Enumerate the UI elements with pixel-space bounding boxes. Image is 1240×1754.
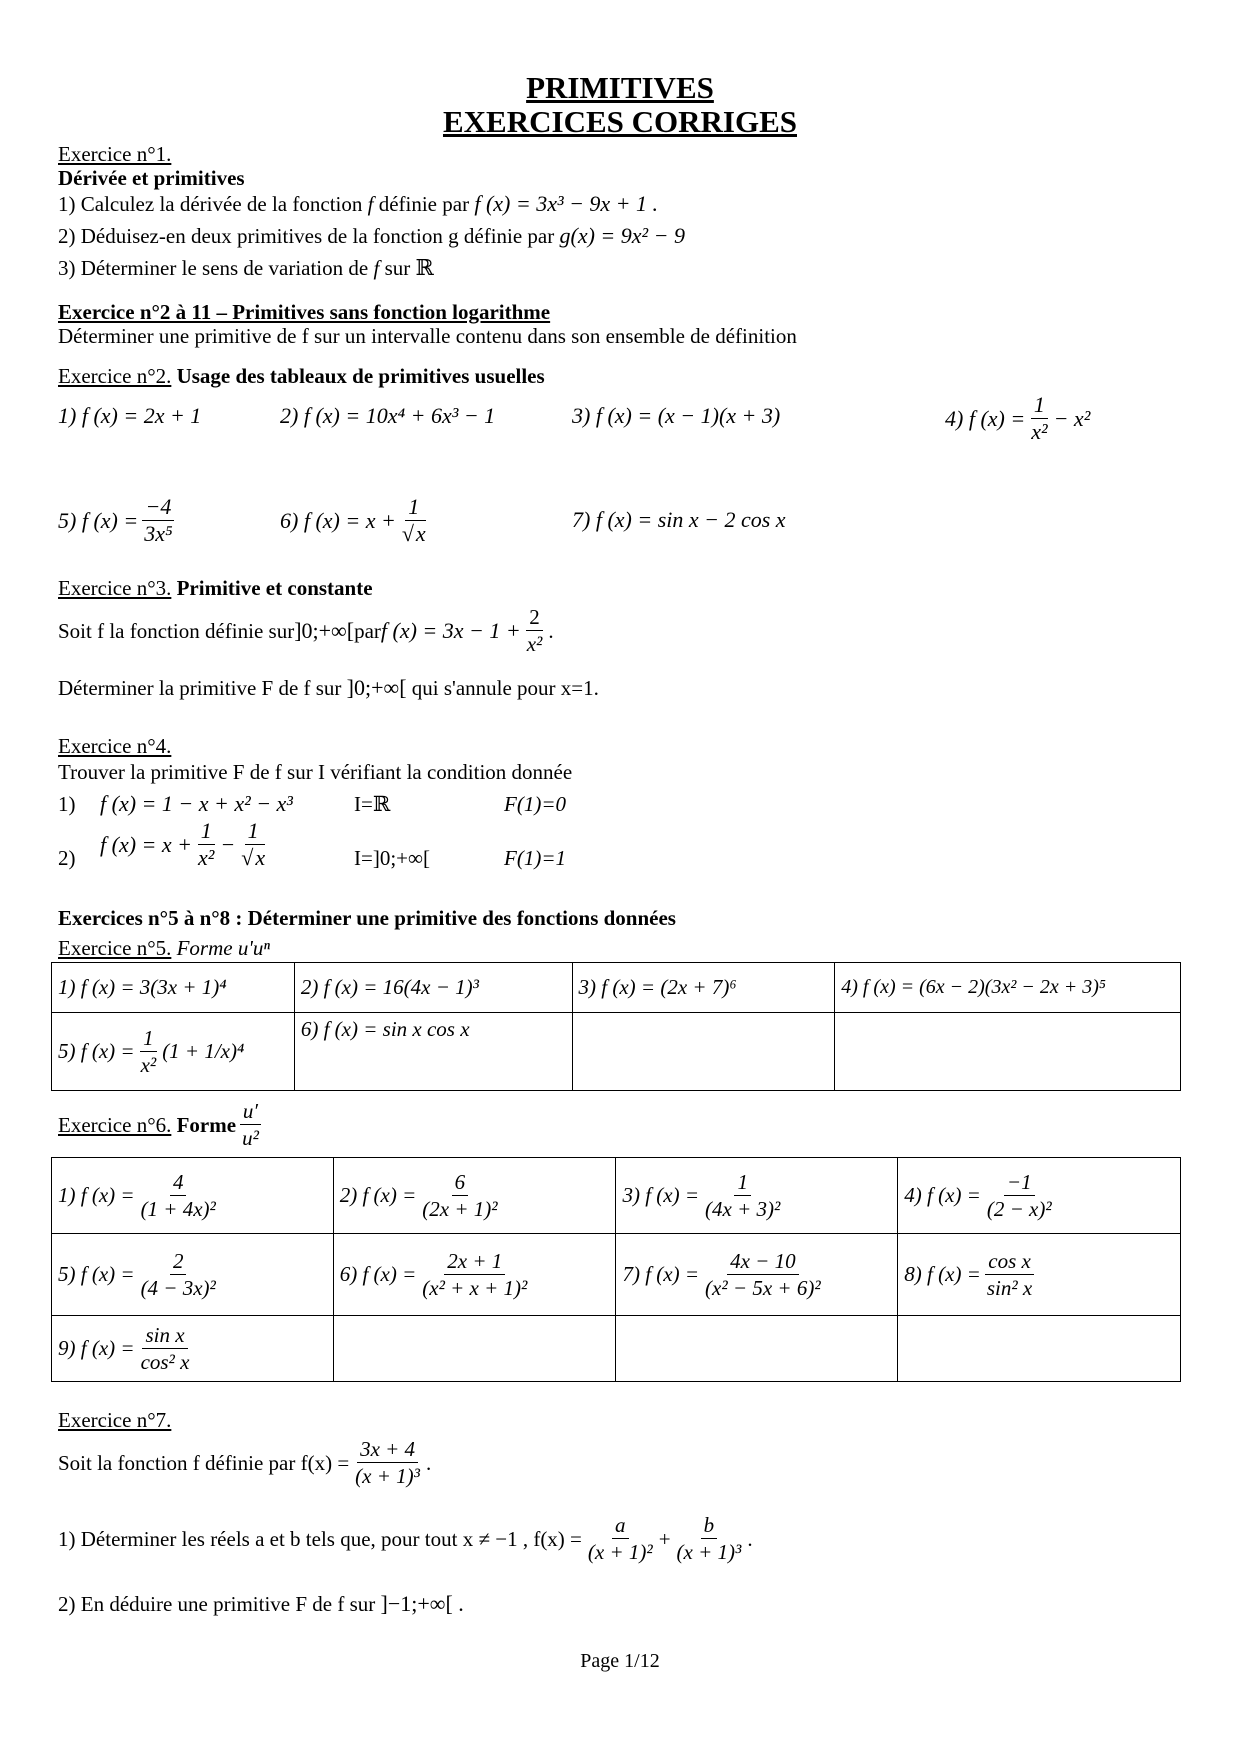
- ex6-cell-4-den: (2 − x)²: [986, 1197, 1052, 1221]
- ex1-q1-text2: définie par: [373, 192, 475, 216]
- ex1-q3-text2: sur: [379, 256, 416, 280]
- ex7-q2-text: 2) En déduire une primitive F de f sur: [58, 1592, 381, 1616]
- ex7-q1-den2: (x + 1)³: [676, 1540, 742, 1564]
- ex6-cell-2-num: 6: [452, 1169, 469, 1196]
- ex4-r2-num: 2): [58, 846, 76, 870]
- ex7-q1-num2: b: [701, 1512, 718, 1539]
- ex1-q3: [58, 256, 434, 280]
- ex1-q1-math: f (x) = 3x³ − 9x + 1 .: [474, 191, 659, 216]
- ex6-cell-empty-1: [333, 1316, 616, 1382]
- ex1-q3-text: 3) Déterminer le sens de variation de: [58, 256, 374, 280]
- ex1-q2-text: 2) Déduisez-en deux primitives de la fonction g définie par: [58, 224, 560, 248]
- ex5-cell-1: 1) f (x) = 3(3x + 1)⁴: [52, 963, 295, 1013]
- ex4-r2-f1-den: x²: [198, 845, 215, 870]
- title-line2: EXERCICES CORRIGES: [442, 104, 797, 139]
- ex6-heading: Exercice n°6.: [58, 1112, 172, 1137]
- ex6-cell-3: [616, 1158, 898, 1234]
- ex6-cell-8: [898, 1234, 1181, 1316]
- ex6-cell-6-label: 6) f (x) =: [339, 1262, 417, 1286]
- ex3-frac-num: 2: [526, 604, 543, 631]
- ex2-item-4-den: x²: [1031, 419, 1048, 444]
- ex6-cell-8-num: cos x: [985, 1248, 1034, 1275]
- ex6-subtitle: Forme: [176, 1112, 237, 1137]
- ex6-cell-7: [616, 1234, 898, 1316]
- ex5-cell-5-tail: (1 + 1/x)⁴: [162, 1039, 245, 1063]
- ex5-cell-6: 6) f (x) = sin x cos x: [294, 1013, 572, 1091]
- ex2-item-5-num: −4: [142, 494, 174, 521]
- ex2-item-4-num: 1: [1031, 392, 1048, 419]
- ex5-cell-2: 2) f (x) = 16(4x − 1)³: [294, 963, 572, 1013]
- ex6-cell-2-label: 2) f (x) =: [339, 1183, 417, 1207]
- ex2-item-2: 2) f (x) = 10x⁴ + 6x³ − 1: [280, 403, 496, 428]
- ex2-item-5-den: 3x⁵: [144, 521, 173, 546]
- ex6-cell-8-label: 8) f (x) =: [904, 1262, 981, 1286]
- ex5-table: [51, 962, 1181, 1091]
- ex1-q1-f: f: [367, 192, 374, 216]
- ex7-line1: Soit la fonction f définie par f(x) = $\frac{3x + 4}{\text{(x + 1)³}}$ .: [58, 1437, 432, 1488]
- ex4-r2-f-label: f (x) = x +: [100, 831, 192, 857]
- ex6-cell-7-num: 4x − 10: [727, 1248, 799, 1275]
- ex3-heading-line: [58, 576, 373, 600]
- ex4-text: Trouver la primitive F de f sur I vérifiant la condition donnée: [58, 760, 573, 784]
- ex2-item-5: [58, 494, 179, 547]
- ex6-cell-9-label: 9) f (x) =: [58, 1336, 135, 1360]
- ex6-cell-1-num: 4: [170, 1169, 187, 1196]
- ex2-subtitle: Usage des tableaux de primitives usuelles: [176, 364, 545, 388]
- ex5-cell-5-num: 1: [140, 1025, 157, 1052]
- ex2-item-6-num: 1: [405, 494, 422, 521]
- ex2-item-6-den: x: [415, 521, 426, 546]
- ex7-q1: 1) Déterminer les réels a et b tels que, pour tout x ≠ −1 , f(x) = $\frac{a}{\text{(x + 1)²}}$ + $\frac{b}{\text{(x + 1)³}}$ .: [58, 1513, 753, 1564]
- ex2-item-7: 7) f (x) = sin x − 2 cos x: [572, 507, 786, 532]
- ex7-l1-den: (x + 1)³: [355, 1464, 420, 1488]
- ex3-line1-math: f (x) = 3x − 1 +: [380, 617, 521, 643]
- ex2-item-1: 1) f (x) = 2x + 1: [58, 403, 202, 428]
- ex6-cell-3-label: 3) f (x) =: [622, 1183, 700, 1207]
- ex5-cell-3: 3) f (x) = (2x + 7)⁶: [572, 963, 835, 1013]
- page-number: Page 1/12: [580, 1650, 660, 1672]
- ex6-cell-1-den: (1 + 4x)²: [140, 1197, 216, 1221]
- ex6-cell-1-label: 1) f (x) =: [58, 1183, 135, 1207]
- ex5-subtitle: Forme u'uⁿ: [176, 936, 270, 960]
- ex6-cell-6-den: (x² + x + 1)²: [422, 1276, 528, 1300]
- ex6-cell-5: [52, 1234, 334, 1316]
- ex6-cell-4: [898, 1158, 1181, 1234]
- ex2-item-5-label: 5) f (x) =: [58, 507, 139, 533]
- ex6-cell-4-label: 4) f (x) =: [904, 1183, 981, 1207]
- ex7-q2: [58, 1592, 464, 1616]
- ex4-r2-f: f (x) = x + $\frac{1}{\text{x²}}$ − $\frac{1}{√x}$: [100, 818, 266, 870]
- ex7-q1-text: 1) Déterminer les réels a et b tels que, pour tout x ≠ −1 , f(x) =: [58, 1526, 582, 1551]
- ex6-cell-empty-2: [616, 1316, 898, 1382]
- ex6-sub-num: u′: [240, 1098, 261, 1125]
- ex6-cell-6: [333, 1234, 616, 1316]
- ex3-subtitle: Primitive et constante: [176, 576, 373, 600]
- ex6-cell-6-num: 2x + 1: [444, 1248, 505, 1275]
- ex4-r2-interval: I=]0;+∞[: [354, 846, 430, 870]
- ex6-cell-4-num: −1: [1004, 1169, 1035, 1196]
- ex6-table: [51, 1157, 1181, 1382]
- ex4-r1-f: f (x) = 1 − x + x² − x³: [100, 791, 293, 816]
- ex3-line2-b: qui s'annule pour x=1.: [411, 676, 599, 700]
- ex4-r2-condition: F(1)=1: [504, 846, 566, 870]
- ex2-item-4-tail: − x²: [1053, 405, 1091, 431]
- ex2-item-4: [945, 392, 1090, 445]
- ex5-cell-empty-2: [835, 1013, 1181, 1091]
- ex7-line1-text: Soit la fonction f définie par f(x) =: [58, 1450, 350, 1475]
- ex3-interval-2: ]0;+∞[: [346, 675, 407, 700]
- ex6-cell-9-den: cos² x: [140, 1350, 190, 1374]
- ex3-line1-a: Soit f la fonction définie sur: [58, 618, 295, 643]
- ex4-r2-f2-num: 1: [245, 818, 262, 845]
- ex5-cell-4: 4) f (x) = (6x − 2)(3x² − 2x + 3)⁵: [835, 963, 1181, 1013]
- ex1-q1: [58, 192, 658, 216]
- ex6-cell-3-num: 1: [734, 1169, 751, 1196]
- ex7-q2-interval: ]−1;+∞[ .: [380, 1591, 464, 1616]
- ex6-heading-line: [58, 1098, 265, 1151]
- ex7-q1-den1: (x + 1)²: [587, 1540, 653, 1564]
- ex4-r1-num: 1): [58, 792, 76, 816]
- ex6-cell-8-den: sin² x: [986, 1276, 1033, 1300]
- ex6-sub-den: u²: [242, 1126, 259, 1150]
- ex3-line1-b: par: [354, 618, 381, 643]
- ex6-cell-7-label: 7) f (x) =: [622, 1262, 700, 1286]
- title-line1: PRIMITIVES: [526, 70, 714, 105]
- ex6-cell-9: [52, 1316, 334, 1382]
- ex6-cell-7-den: (x² − 5x + 6)²: [705, 1276, 821, 1300]
- ex6-cell-5-label: 5) f (x) =: [58, 1262, 135, 1286]
- ex6-cell-5-den: (4 − 3x)²: [140, 1276, 216, 1300]
- ex2-heading-line: [58, 364, 545, 388]
- ex2-11-text: Déterminer une primitive de f sur un intervalle contenu dans son ensemble de définition: [58, 324, 797, 348]
- ex5-cell-empty-1: [572, 1013, 835, 1091]
- ex5-cell-5-label: 5) f (x) =: [58, 1039, 135, 1063]
- ex6-cell-2-den: (2x + 1)²: [422, 1197, 498, 1221]
- ex3-line2: [58, 676, 599, 700]
- ex5-cell-5-den: x²: [140, 1053, 157, 1077]
- ex5-8-heading: Exercices n°5 à n°8 : Déterminer une primitive des fonctions données: [58, 906, 676, 930]
- ex2-item-6-label: 6) f (x) = x +: [280, 507, 396, 533]
- ex1-heading: Exercice n°1.: [58, 142, 172, 166]
- ex5-heading-line: [58, 936, 270, 960]
- ex1-q1-text: 1) Calculez la dérivée de la fonction: [58, 192, 368, 216]
- ex6-cell-3-den: (4x + 3)²: [705, 1197, 781, 1221]
- ex3-interval: ]0;+∞[: [294, 617, 355, 643]
- ex1-q2: [58, 224, 685, 248]
- ex7-l1-num: 3x + 4: [357, 1436, 418, 1463]
- ex4-r2-f1-num: 1: [198, 818, 215, 845]
- ex3-line2-a: Déterminer la primitive F de f sur: [58, 676, 347, 700]
- ex7-heading: Exercice n°7.: [58, 1408, 172, 1432]
- ex1-q2-math: g(x) = 9x² − 9: [559, 223, 685, 248]
- ex3-line1: Soit f la fonction définie sur ]0;+∞[ par f (x) = 3x − 1 + $\frac{2}{\text{x²}}$ .: [58, 605, 554, 656]
- ex2-heading: Exercice n°2.: [58, 364, 172, 388]
- ex4-heading: Exercice n°4.: [58, 734, 172, 758]
- ex4-r1-condition: F(1)=0: [504, 792, 566, 816]
- ex7-q1-num1: a: [612, 1512, 629, 1539]
- ex4-r2-f2-den: x: [255, 845, 266, 870]
- ex1-q3-f: f: [373, 256, 380, 280]
- ex2-11-heading: Exercice n°2 à 11 – Primitives sans fonction logarithme: [58, 300, 551, 324]
- ex1-subtitle: Dérivée et primitives: [58, 166, 245, 190]
- ex5-cell-5: [52, 1013, 295, 1091]
- ex1-q3-math: ℝ: [415, 255, 434, 280]
- ex2-item-4-label: 4) f (x) =: [945, 405, 1026, 431]
- ex6-cell-9-num: sin x: [142, 1322, 187, 1349]
- ex6-cell-1: [52, 1158, 334, 1234]
- ex6-cell-2: [333, 1158, 616, 1234]
- ex6-cell-5-num: 2: [170, 1248, 187, 1275]
- ex5-heading: Exercice n°5.: [58, 936, 172, 960]
- ex3-heading: Exercice n°3.: [58, 576, 172, 600]
- ex6-cell-empty-3: [898, 1316, 1181, 1382]
- ex2-item-6: 6) f (x) = x + $\frac{1}{√x}$: [280, 494, 426, 546]
- ex3-frac-den: x²: [526, 632, 543, 656]
- ex2-item-3: 3) f (x) = (x − 1)(x + 3): [572, 403, 781, 428]
- ex4-r1-interval: I=ℝ: [354, 792, 391, 816]
